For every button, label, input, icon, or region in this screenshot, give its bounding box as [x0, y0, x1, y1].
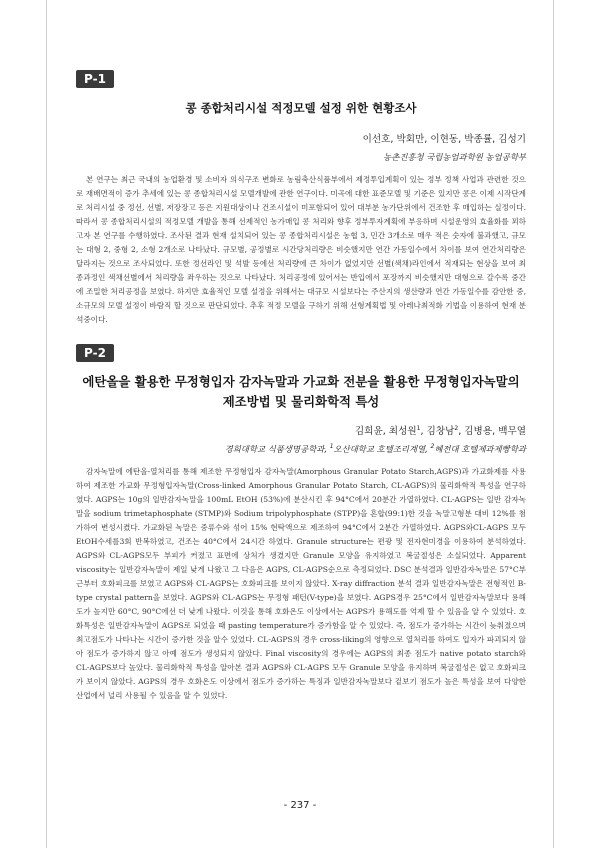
author-group-1: 김희윤, 최성원 [354, 426, 417, 437]
abstract-badge: P-1 [76, 70, 114, 88]
abstract-affiliation [76, 443, 526, 455]
affiliation-sup-2: 2 [430, 443, 435, 451]
abstract-title-line-1: 에탄올을 활용한 무정형입자 감자녹말과 가교화 전분을 활용한 무정형입자녹말의 [82, 374, 520, 389]
affiliation-3: 혜전대 호텔제과제빵학과 [434, 444, 526, 454]
left-margin-rule [46, 0, 47, 848]
author-group-2: , 김창남 [420, 426, 455, 437]
affiliation-sup-1: 1 [329, 443, 334, 451]
abstract-authors [76, 423, 526, 437]
right-margin-rule [553, 0, 554, 848]
affiliation-1: 경희대학교 식품생명공학과, [224, 444, 330, 454]
abstract-title [76, 372, 526, 412]
abstract-authors: 이선호, 박회만, 이현동, 박종률, 김성기 [362, 134, 526, 145]
abstract-body: 감자녹말에 에탄올-열처리를 통해 제조한 무정형입자 감자녹말(Amorphous Granular Potato Starch,AGPS)과 가교화제를 사용하여 제조한 가교화 무정형입자녹말(Cross-linked Amorphous Granular Potato Starch, CL-AGPS)의 물리화학적 특성을 연구하였다. AGPS는 10g의 일반감자녹말을 100mL EtOH (53%)에 분산시킨 후 94°C에서 20분간 가열하였다. CL-AGPS는 일반 감자녹말을 sodium trimetaphosphate (STMP)와 Sodium tripolyphosphate (STPP)을 혼합(99:1)한 것을 녹말고형분 대비 12%를 첨가하여 변성시켰다. 가교화된 녹말은 중류수와 섞어 15% 현탁액으로 제조하여 94°C에서 2분간 가열하였다. AGPS와CL-AGPS 모두 EtOH수세를3회 반복하였고, 건조는 40°C에서 24시간 하였다. Granule structure는 편광 및 전자현미경을 이용하여 분석하였다. AGPS와 CL-AGPS모두 부피가 커졌고 표면에 상처가 생겼지만 Granule 모양을 유지하였고 복굴절성은 소실되었다. Apparent viscosity는 일반감자녹말이 제일 낮게 나왔고 그 다음은 AGPS, CL-AGPS순으로 측정되었다. DSC 분석결과 일반감자녹말은 57°C부근부터 호화피크를 보였고 AGPS와 CL-AGPS는 호화피크를 보이지 않았다. X-ray diffraction 분석 결과 일반감자녹말은 전형적인 B-type crystal pattern을 보였다. AGPS와 CL-AGPS는 무정형 패턴(V-type)을 보였다. AGPS경우 25°C에서 일반감자녹말보다 용해도가 높지만 60°C, 90°C에선 더 낮게 나왔다. 이것을 통해 호화온도 이상에서는 AGPS가 용해도를 억제 할 수 있음을 알 수 있었다. 호화특성은 일반감자녹말이 AGPS로 되었을 때 pasting temperature가 증가함을 알 수 있었다. 즉, 점도가 증가하는 시간이 늦춰졌으며 최고점도가 나타나는 시간이 증가한 것을 알수 있었다. CL-AGPS의 경우 cross-liking의 영향으로 열처리를 하여도 입자가 파괴되지 않아 점도가 증가하지 않고 아예 점도가 생성되지 않았다. Final viscosity의 경우에는 AGPS의 최종 점도가 native potato starch와 CL-AGPS보다 높았다. 물리화학적 특성을 알아본 결과 AGPS와 CL-AGPS 모두 Granule 모양을 유지하며 복굴절성은 없고 호화피크가 보이지 않았다. AGPS의 경우 호화온도 이상에서 점도가 증가하는 특징과 일반감자녹말보다 겉보기 점도가 높은 특성을 보여 다양한 산업에서 널리 사용될 수 있음을 알 수 있었다. [76, 467, 526, 700]
abstract-affiliation: 농촌진흥청 국립농업과학원 농업공학부 [383, 152, 526, 162]
abstract-title-line-2: 제조방법 및 물리화학적 특성 [222, 394, 380, 409]
affiliation-2: 오산대학교 호텔조리계열, [333, 444, 431, 454]
page-number: - 237 - [283, 800, 317, 811]
abstract-p2 [76, 342, 526, 703]
author-group-3: , 김병용, 백무열 [458, 426, 526, 437]
abstract-p1 [76, 68, 526, 327]
abstract-body: 본 연구는 최근 국내의 농업환경 및 소비자 의식구조 변화로 농림축산식품부에서 제정투입계획이 있는 정부 정책 사업과 관련한 것으로 재배면적이 증가 추세에 있는 콩 종합처리시설 모델개발에 관한 연구이다. 미곡에 대한 표준모델 및 기준은 있지만 콩은 이제 시작단계로 처리시설 중 정선, 선별, 저장장고 등은 지원대상이나 건조시설이 미포함되어 있어 대부분 농가단위에서 건조한 후 매입하는 실정이다. 따라서 콩 종합처리시설의 적정모델 개발을 통해 선제적인 농가매입 콩 처리와 향후 정부투자계획에 부응하며 시설운영의 효율화를 꾀하고자 본 연구를 수행하였다. 조사된 결과 현재 설치되어 있는 콩 종합처리시설은 농협 3, 민간 3개소로 매우 적은 숫자에 불과했고, 규모는 대형 2, 중형 2, 소형 2개소로 나타났다. 규모별, 공정별로 시간당처리량은 비슷했지만 연간 가동일수에서 차이를 보여 연간처리량은 달라지는 것으로 조사되었다. 또한 정선라인 및 석발 등에선 처리량에 큰 차이가 없었지만 선별(색채)라인에서 적재되는 현상을 보여 최종과정인 색채선별에서 처리량을 좌우하는 것으로 나타났다. 처리공정에 있어서는 반입에서 포장까지 비슷했지만 대형으로 갈수록 중간에 조밀한 처리공정을 보였다. 하지만 효율적인 모델 설정을 위해서는 대규모 시설보다는 주산지의 생산량과 연간 가동일수를 감안한 중, 소규모의 모델 설정이 바람직 할 것으로 판단되었다. 추후 적정 모델을 구하기 위해 선형계획법 및 아레나최적화 기법을 이용하여 현재 분석중이다. [76, 175, 527, 324]
author-sup-2: 2 [454, 424, 459, 432]
abstract-title: 콩 종합처리시설 적정모델 설정 위한 현황조사 [185, 101, 417, 115]
abstract-badge: P-2 [76, 344, 114, 362]
author-sup-1: 1 [416, 424, 421, 432]
